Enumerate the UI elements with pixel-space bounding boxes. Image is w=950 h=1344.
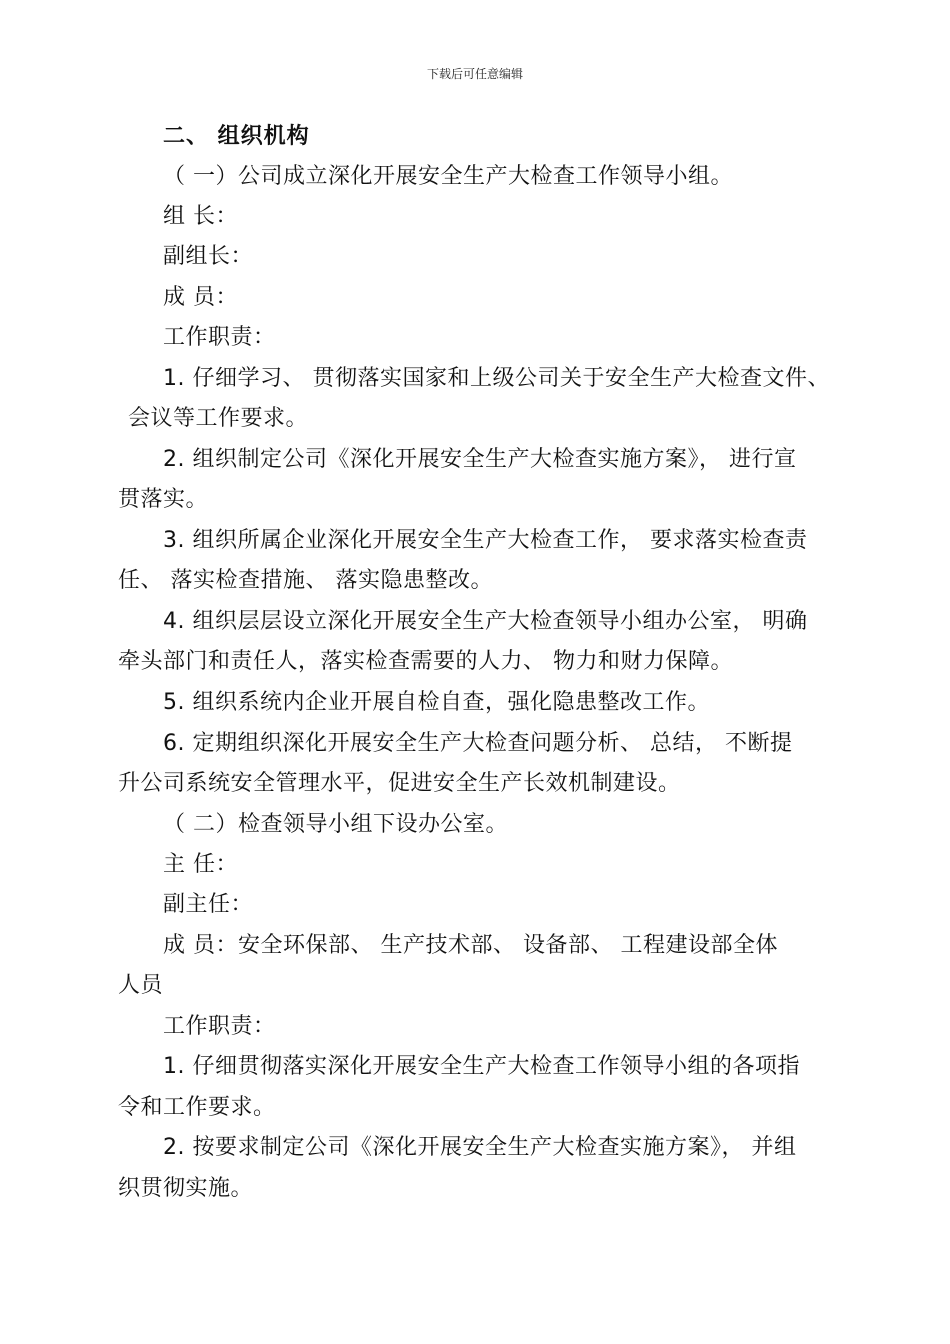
office-duty-item-1: 1. 仔细贯彻落实深化开展安全生产大检查工作领导小组的各项指 (163, 1054, 800, 1079)
duty-item-1-cont: 会议等工作要求。 (128, 406, 309, 431)
duty-item-3-cont: 任、 落实检查措施、 落实隐患整改。 (118, 568, 493, 593)
field-director: 主 任： (163, 852, 238, 877)
field-office-members-cont: 人员 (118, 973, 164, 998)
office-duty-item-1-cont: 令和工作要求。 (118, 1095, 276, 1120)
duty-item-6: 6. 定期组织深化开展安全生产大检查问题分析、 总结， 不断提 (163, 731, 793, 756)
duty-item-4: 4. 组织层层设立深化开展安全生产大检查领导小组办公室， 明确 (163, 609, 808, 634)
duty-item-2-cont: 贯落实。 (118, 487, 209, 512)
duty-item-5: 5. 组织系统内企业开展自检自查，强化隐患整改工作。 (163, 690, 710, 715)
subsection-heading-1: （ 一）公司成立深化开展安全生产大检查工作领导小组。 (163, 164, 733, 189)
office-duty-item-2: 2. 按要求制定公司《深化开展安全生产大检查实施方案》， 并组 (163, 1135, 797, 1160)
header-note: 下载后可任意编辑 (426, 67, 523, 81)
field-office-members: 成 员：安全环保部、 生产技术部、 设备部、 工程建设部全体 (163, 933, 778, 958)
office-duty-item-2-cont: 织贯彻实施。 (118, 1176, 254, 1201)
duty-item-4-cont: 牵头部门和责任人，落实检查需要的人力、 物力和财力保障。 (118, 649, 733, 674)
office-duties-heading: 工作职责： (163, 1014, 276, 1039)
field-leader: 组 长： (163, 204, 238, 229)
section-title: 二、 组织机构 (163, 124, 310, 149)
field-deputy-leader: 副组长： (163, 244, 254, 269)
duty-item-6-cont: 升公司系统安全管理水平，促进安全生产长效机制建设。 (118, 771, 681, 796)
duty-item-2: 2. 组织制定公司《深化开展安全生产大检查实施方案》， 进行宣 (163, 447, 797, 472)
duty-item-1: 1. 仔细学习、 贯彻落实国家和上级公司关于安全生产大检查文件、 (163, 366, 830, 391)
subsection-heading-2: （ 二）检查领导小组下设办公室。 (163, 812, 508, 837)
duty-item-3: 3. 组织所属企业深化开展安全生产大检查工作， 要求落实检查责 (163, 528, 808, 553)
field-members: 成 员： (163, 285, 238, 310)
field-deputy-director: 副主任： (163, 892, 254, 917)
duties-heading: 工作职责： (163, 325, 276, 350)
